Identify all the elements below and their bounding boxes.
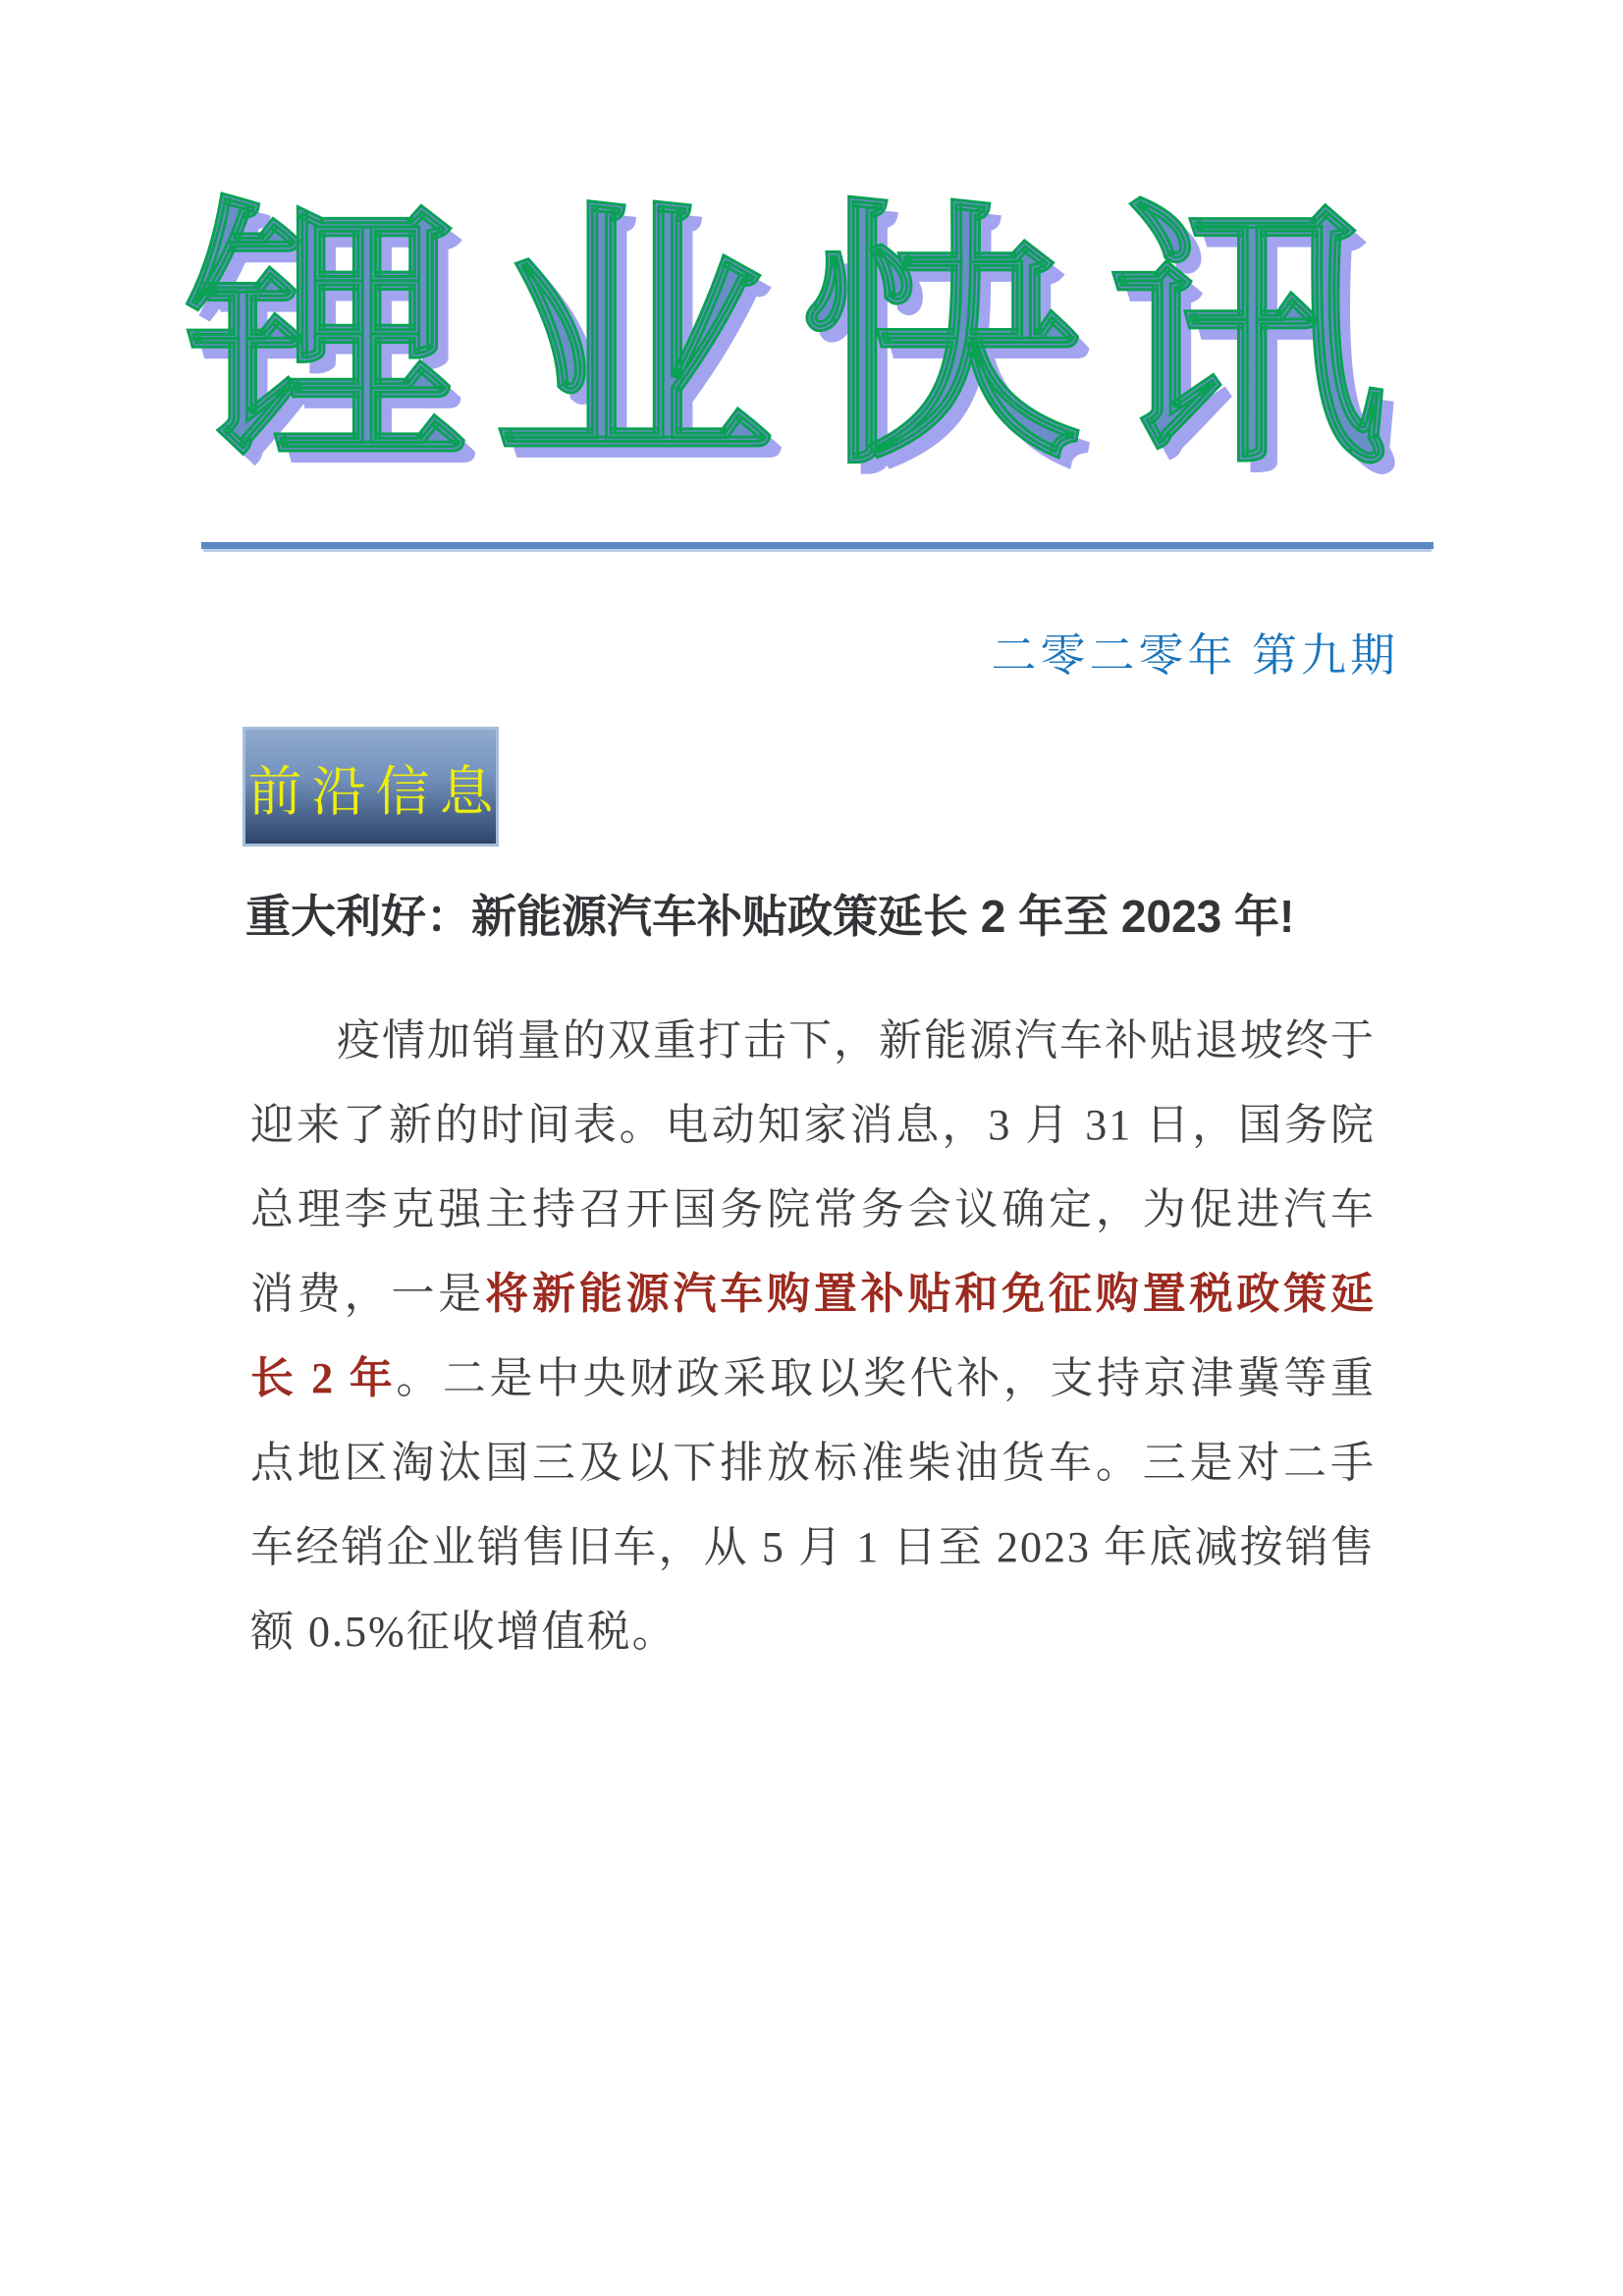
section-badge-frontier-info [243,727,504,847]
paragraph-segment: 疫情加销量的双重打击下，新能源汽车补贴退坡终于迎来了新的时间表。电动知家消息，3 月 31 日，国务院总理李克强主持召开国务院常务会议确定，为促进汽车消费，一是 [250,1016,1376,1318]
newsletter-title-wordart: 锂业快讯 [186,174,1415,503]
article-paragraph [250,999,1376,1674]
paragraph-segment-highlight: 将新能源汽车购置补贴和免征购置税政策延长 2 年 [250,1270,1377,1402]
issue-line: 二零二零年 第九期 [991,630,1399,681]
section-badge-label: 前沿信息 [247,761,504,822]
masthead-divider-rule [201,542,1434,549]
article-headline: 重大利好：新能源汽车补贴政策延长 2 年至 2023 年! [245,891,1295,942]
paragraph-segment: 。二是中央财政采取以奖代补，支持京津冀等重点地区淘汰国三及以下排放标准柴油货车。三是对二手车经销企业销售旧车，从 5 月 1 日至 2023 年底减按销售额 0.5%征收增值税。 [250,1354,1377,1656]
